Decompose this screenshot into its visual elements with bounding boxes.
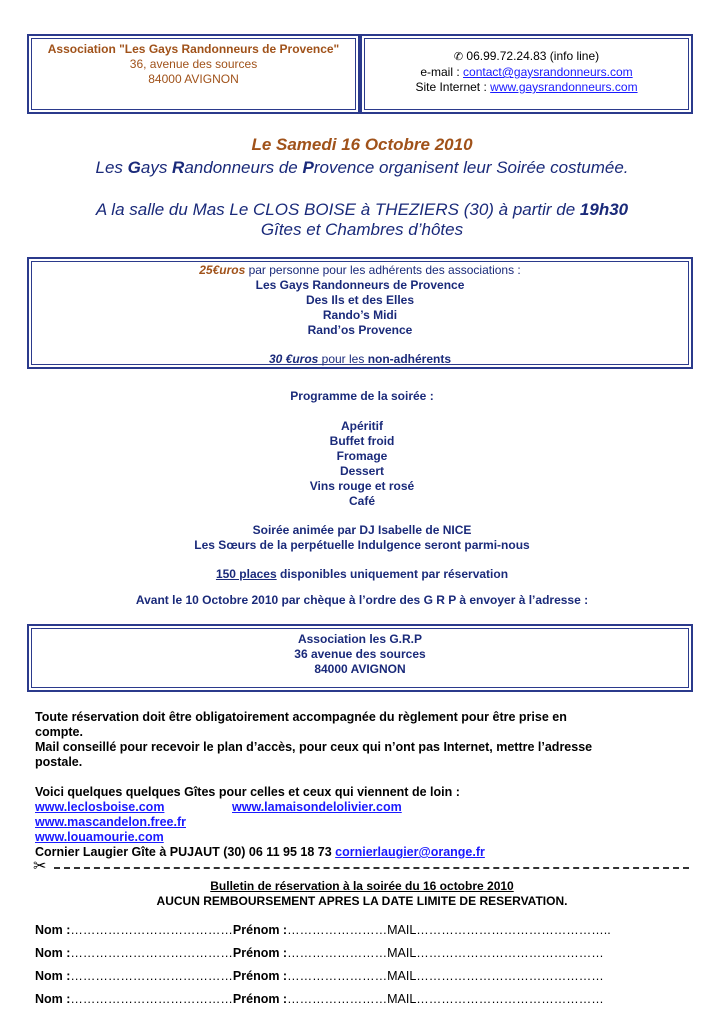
link-lamaisondelolivier[interactable]: www.lamaisondelolivier.com (232, 800, 402, 814)
assoc-city: 84000 AVIGNON (148, 72, 239, 86)
assoc-4: Rand’os Provence (307, 323, 413, 337)
bulletin-title: Bulletin de réservation à la soirée du 16 octobre 2010 (210, 879, 514, 893)
nom-dots: ………………………………… (70, 923, 233, 937)
link-leclosboise[interactable]: www.leclosboise.com (35, 800, 165, 814)
prenom-dots: …………………… (287, 946, 388, 960)
programme-item: Dessert (339, 464, 385, 478)
bulletin-rows (35, 923, 695, 1015)
nom-dots: ………………………………… (70, 946, 233, 960)
header-right-text (364, 49, 689, 95)
soeurs-line: Les Sœurs de la perpétuelle Indulgence seront parmi-nous (194, 538, 530, 552)
event-time: 19h30 (579, 200, 629, 219)
cornier-line (35, 845, 695, 860)
prenom-label: Prénom : (232, 992, 288, 1006)
address-line1: Association les G.R.P (297, 632, 423, 646)
bulletin-row[interactable] (35, 946, 695, 969)
programme-title: Programme de la soirée : (290, 389, 434, 403)
programme-item: Fromage (336, 449, 388, 463)
links-row-1 (35, 800, 695, 815)
prenom-dots: …………………… (287, 969, 388, 983)
event-organiser: Les Gays Randonneurs de Provence organisent leur Soirée costumée. (95, 158, 629, 177)
info-p1a: Toute réservation doit être obligatoirement accompagnée du règlement pour être prise en (35, 710, 567, 724)
cut-line (54, 867, 689, 869)
bulletin-header (0, 879, 724, 909)
mail-dots: ……………………………………… (416, 992, 604, 1006)
cornier-text: Cornier Laugier Gîte à PUJAUT (30) 06 11 95 18 73 (35, 845, 336, 859)
cornier-email-link[interactable]: cornierlaugier@orange.fr (335, 845, 485, 859)
programme-item: Café (348, 494, 375, 508)
prenom-label: Prénom : (232, 969, 288, 983)
places-text: disponibles uniquement par réservation (276, 567, 509, 581)
assoc-name: Association "Les Gays Randonneurs de Provence" (47, 42, 340, 56)
dj-line: Soirée animée par DJ Isabelle de NICE (252, 523, 472, 537)
assoc-1: Les Gays Randonneurs de Provence (255, 278, 465, 292)
info-block (35, 710, 695, 860)
assoc-2: Des Ils et des Elles (305, 293, 415, 307)
phone-icon: ✆ (453, 51, 464, 63)
header-left-text (31, 42, 356, 87)
address-text (31, 632, 689, 677)
bulletin-notice: AUCUN REMBOURSEMENT APRES LA DATE LIMITE DE RESERVATION. (156, 894, 568, 908)
nom-label: Nom : (35, 946, 71, 960)
mail-label: MAIL (387, 946, 417, 960)
link-mascandelon[interactable]: www.mascandelon.free.fr (35, 815, 186, 829)
email-line (364, 65, 689, 80)
scissors-icon: ✂ (33, 858, 47, 875)
event-lodging: Gîtes et Chambres d’hôtes (260, 220, 464, 239)
prenom-dots: …………………… (287, 923, 388, 937)
programme-item: Apéritif (341, 419, 383, 433)
prenom-label: Prénom : (232, 946, 288, 960)
nom-dots: ………………………………… (70, 969, 233, 983)
programme (0, 389, 724, 608)
mail-label: MAIL (387, 992, 417, 1006)
nonmember-label: non-adhérents (367, 352, 452, 366)
mail-dots: ……………………………………….. (416, 923, 611, 937)
link-louamourie[interactable]: www.louamourie.com (35, 830, 164, 844)
nom-label: Nom : (35, 923, 71, 937)
address-line3: 84000 AVIGNON (314, 662, 406, 676)
mail-label: MAIL (387, 969, 417, 983)
nom-label: Nom : (35, 992, 71, 1006)
mail-label: MAIL (387, 923, 417, 937)
bulletin-row[interactable] (35, 992, 695, 1015)
gites-intro: Voici quelques quelques Gîtes pour celles et ceux qui viennent de loin : (35, 785, 460, 799)
programme-item: Buffet froid (329, 434, 395, 448)
email-link[interactable]: contact@gaysrandonneurs.com (463, 65, 633, 79)
places-count: 150 places (215, 567, 277, 581)
phone-line (364, 49, 689, 65)
bulletin-row[interactable] (35, 969, 695, 992)
assoc-street: 36, avenue des sources (129, 57, 258, 71)
before-line: Avant le 10 Octobre 2010 par chèque à l’ordre des G R P à envoyer à l’adresse : (135, 593, 589, 607)
mail-dots: ……………………………………… (416, 946, 604, 960)
event-venue: A la salle du Mas Le CLOS BOISE à THEZIERS (30) à partir de 19h30 (95, 200, 629, 219)
info-p2b: postale. (35, 755, 83, 769)
site-link[interactable]: www.gaysrandonneurs.com (490, 80, 638, 94)
bulletin-row[interactable] (35, 923, 695, 946)
site-label: Site Internet : (415, 80, 491, 94)
address-line2: 36 avenue des sources (294, 647, 426, 661)
programme-item: Vins rouge et rosé (309, 479, 415, 493)
nonmember-price: 30 €uros (268, 352, 319, 366)
assoc-3: Rando’s Midi (322, 308, 398, 322)
email-label: e-mail : (420, 65, 464, 79)
event-date: Le Samedi 16 Octobre 2010 (251, 135, 473, 154)
mail-dots: ……………………………………… (416, 969, 604, 983)
site-line (364, 80, 689, 95)
nom-dots: ………………………………… (70, 992, 233, 1006)
prenom-label: Prénom : (232, 923, 288, 937)
nom-label: Nom : (35, 969, 71, 983)
nonmember-mid: pour les (318, 352, 368, 366)
member-text: par personne pour les adhérents des associations : (245, 263, 521, 277)
info-p2a: Mail conseillé pour recevoir le plan d’accès, pour ceux qui n’ont pas Internet, mettre l’adresse (35, 740, 593, 754)
price-text (31, 263, 689, 367)
prenom-dots: …………………… (287, 992, 388, 1006)
places-line (0, 567, 724, 582)
info-p1b: compte. (35, 725, 83, 739)
phone-number: 06.99.72.24.83 (info line) (466, 49, 600, 63)
member-price: 25€uros (199, 263, 246, 277)
